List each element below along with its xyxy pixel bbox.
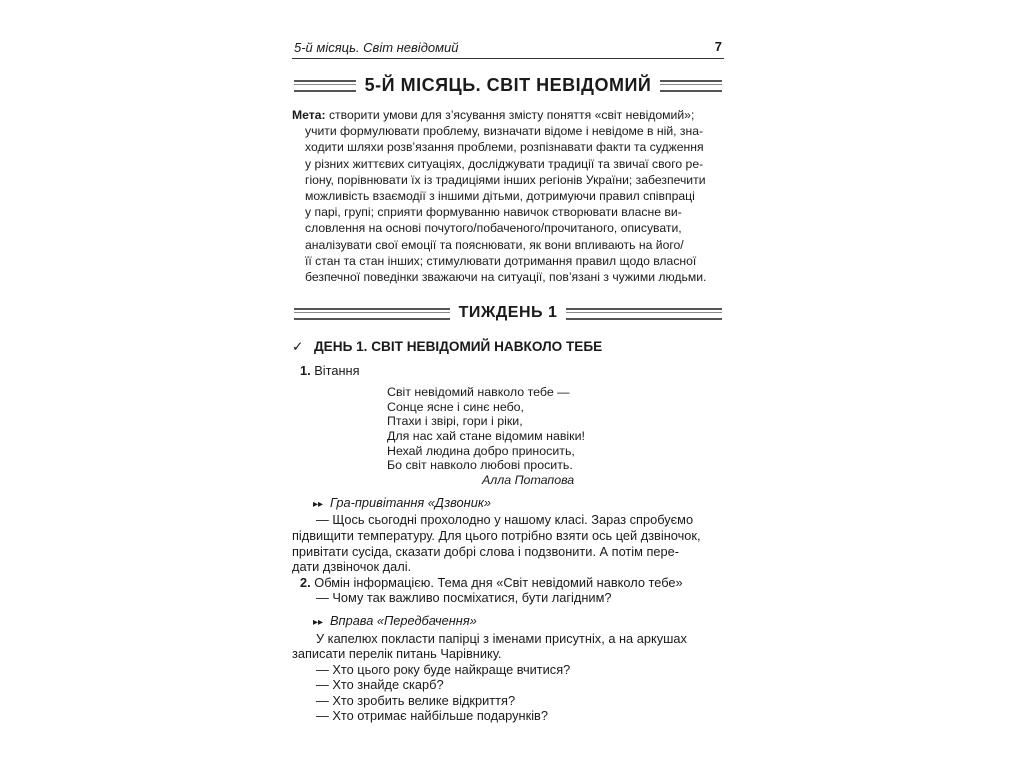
section-2-title: Обмін інформацією. Тема дня «Світ невідомий навколо тебе»	[310, 574, 683, 590]
section-2-heading	[292, 575, 724, 591]
poem-line: Для нас хай стане відомим навіки!	[387, 428, 585, 443]
poem-author: Алла Потапова	[482, 473, 575, 488]
exercise-question: — Хто отримає найбільше подарунків?	[316, 708, 548, 724]
goal-line: створити умови для з’ясування змісту поняття «світ невідомий»;	[325, 108, 695, 122]
running-header-title: 5-й місяць. Світ невідомий	[294, 40, 459, 55]
game-title: Гра-привітання «Дзвоник»	[330, 494, 491, 510]
month-heading-banner	[292, 73, 724, 97]
game-line: — Щось сьогодні прохолодно у нашому класі. Зараз спробуємо	[316, 512, 694, 528]
running-header	[292, 36, 724, 59]
exercise-question: — Хто зробить велике відкриття?	[316, 692, 516, 708]
exercise-text	[292, 631, 724, 725]
goal-line: аналізувати свої емоції та пояснювати, як вони впливають на його/	[305, 237, 684, 252]
double-arrow-icon: ▸▸	[313, 616, 324, 628]
section-2-question: — Чому так важливо посміхатися, бути лагідним?	[316, 590, 612, 606]
poem	[387, 385, 724, 488]
goal-line: гіону, порівнювати їх із традиціями інших регіонів України; забезпечити	[305, 172, 706, 187]
exercise-question: — Хто цього року буде найкраще вчитися?	[316, 661, 571, 677]
poem-line: Бо світ навколо любові просить.	[387, 458, 573, 473]
goal-label: Мета:	[292, 108, 326, 122]
month-heading: 5-Й МІСЯЦЬ. СВІТ НЕВІДОМИЙ	[356, 75, 661, 95]
game-heading	[292, 495, 724, 513]
game-line: дати дзвіночок далі.	[292, 559, 412, 575]
game-text	[292, 512, 724, 574]
goal-line: словлення на основі почутого/побаченого/прочитаного, описувати,	[305, 221, 682, 236]
poem-line: Сонце ясне і синє небо,	[387, 399, 524, 414]
section-1-heading	[292, 363, 724, 379]
section-2	[292, 575, 724, 606]
poem-line: Світ невідомий навколо тебе —	[387, 384, 570, 399]
day-heading-text: ДЕНЬ 1. СВІТ НЕВІДОМИЙ НАВКОЛО ТЕБЕ	[314, 339, 603, 355]
goal-line: ходити шляхи розв’язання проблеми, розпізнавати факти та судження	[305, 140, 704, 155]
exercise-question: — Хто знайде скарб?	[316, 677, 444, 693]
goal-line: у різних життєвих ситуаціях, досліджувати традиції та звичаї свого ре-	[305, 156, 704, 171]
book-page	[292, 36, 724, 724]
week-heading-banner	[292, 301, 724, 325]
game-line: підвищити температуру. Для цього потрібно взяти ось цей дзвіночок,	[292, 527, 701, 543]
checkmark-icon: ✓	[292, 339, 304, 355]
section-1-title: Вітання	[310, 363, 360, 379]
goal-line: у парі, групі; сприяти формуванню навичок створювати власне ви-	[305, 205, 682, 220]
day-heading	[292, 339, 724, 355]
goal-line: учити формулювати проблему, визначати відоме і невідоме в ній, зна-	[305, 124, 704, 139]
exercise-heading	[292, 613, 724, 631]
goal-line: її стан та стан інших; стимулювати дотримання правил щодо власної	[305, 253, 697, 268]
goal-paragraph	[292, 107, 724, 285]
exercise-title: Вправа «Передбачення»	[330, 612, 477, 628]
poem-line: Птахи і звірі, гори і ріки,	[387, 414, 523, 429]
page-number: 7	[714, 39, 722, 54]
section-2-number: 2.	[300, 574, 311, 590]
double-arrow-icon: ▸▸	[313, 498, 324, 510]
goal-line: безпечної поведінки зважаючи на ситуації, пов’язані з чужими людьми.	[305, 270, 707, 285]
section-1-number: 1.	[300, 363, 311, 379]
game-line: привітати сусіда, сказати добрі слова і подзвонити. А потім пере-	[292, 543, 680, 559]
week-heading: ТИЖДЕНЬ 1	[450, 304, 567, 321]
exercise-line: записати перелік питань Чарівнику.	[292, 646, 502, 662]
goal-line: можливість взаємодії з іншими дітьми, дотримуючи правил співпраці	[305, 189, 695, 204]
exercise-line: У капелюх покласти папірці з іменами присутніх, а на аркушах	[316, 630, 687, 646]
poem-line: Нехай людина добро приносить,	[387, 443, 575, 458]
